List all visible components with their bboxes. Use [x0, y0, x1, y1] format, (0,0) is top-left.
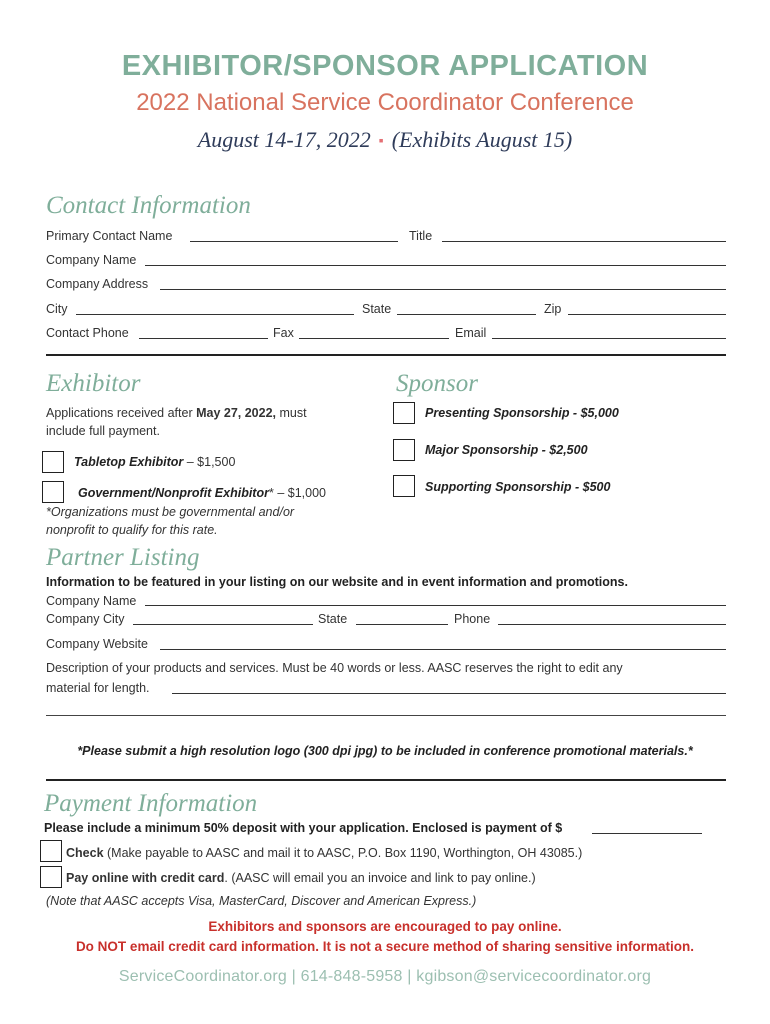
cards-note: (Note that AASC accepts Visa, MasterCard, Discover and American Express.): [46, 894, 477, 908]
deposit-amount-field[interactable]: [592, 822, 702, 834]
company-address-label: Company Address: [46, 277, 149, 291]
partner-company-city-field[interactable]: [133, 613, 313, 625]
tabletop-price: – $1,500: [186, 455, 236, 469]
partner-company-name-field[interactable]: [145, 594, 726, 606]
partner-state-label: State: [318, 612, 348, 626]
bullet-icon: ▪: [378, 133, 384, 149]
partner-intro: Information to be featured in your listing on our website and in event information and promotions.: [46, 575, 628, 589]
partner-heading: Partner Listing: [46, 544, 200, 571]
logo-note: *Please submit a high resolution logo (300 dpi jpg) to be included in conference promotional materials.*: [77, 744, 693, 758]
deposit-label: Please include a minimum 50% deposit with your application. Enclosed is payment of $: [44, 821, 563, 835]
note-line2: include full payment.: [46, 424, 160, 438]
major-sponsorship-label: Major Sponsorship - $2,500: [425, 443, 588, 457]
tabletop-checkbox[interactable]: [42, 451, 64, 473]
exhibit-dates: (Exhibits August 15): [391, 127, 573, 152]
zip-field[interactable]: [568, 303, 726, 315]
check-payment-checkbox[interactable]: [40, 840, 62, 862]
contact-phone-label: Contact Phone: [46, 326, 129, 340]
tabletop-option: [74, 454, 235, 470]
email-label: Email: [455, 326, 487, 340]
sponsor-heading: Sponsor: [396, 370, 478, 397]
city-field[interactable]: [76, 303, 354, 315]
form-title: EXHIBITOR/SPONSOR APPLICATION: [121, 50, 649, 82]
online-detail: . (AASC will email you an invoice and link to pay online.): [224, 871, 536, 885]
fax-field[interactable]: [299, 327, 449, 339]
online-payment-checkbox[interactable]: [40, 866, 62, 888]
supporting-sponsorship-checkbox[interactable]: [393, 475, 415, 497]
state-label: State: [362, 302, 392, 316]
check-label: Check: [66, 846, 104, 860]
contact-heading: Contact Information: [46, 192, 251, 219]
company-name-label: Company Name: [46, 253, 137, 267]
exhibitor-deadline-note: [46, 404, 376, 440]
primary-contact-label: Primary Contact Name: [46, 229, 173, 243]
title-label: Title: [409, 229, 433, 243]
divider: [46, 354, 726, 356]
exhibitor-heading: Exhibitor: [46, 370, 141, 397]
online-label: Pay online with credit card: [66, 871, 225, 885]
title-field[interactable]: [442, 230, 726, 242]
partner-phone-field[interactable]: [498, 613, 726, 625]
security-notice: Do NOT email credit card information. It is not a secure method of sharing sensitive information.: [75, 939, 695, 954]
government-note-1: *Organizations must be governmental and/or: [46, 505, 295, 519]
note-prefix: Applications received after: [46, 406, 193, 420]
note-suffix: must: [279, 406, 307, 420]
government-note-2: nonprofit to qualify for this rate.: [46, 523, 218, 537]
footer-contact: ServiceCoordinator.org | 614-848-5958 | kgibson@servicecoordinator.org: [118, 968, 652, 985]
government-label: Government/Nonprofit Exhibitor: [78, 486, 269, 500]
note-date: May 27, 2022,: [196, 406, 277, 420]
presenting-sponsorship-checkbox[interactable]: [393, 402, 415, 424]
supporting-sponsorship-label: Supporting Sponsorship - $500: [425, 480, 611, 494]
check-detail: (Make payable to AASC and mail it to AASC, P.O. Box 1190, Worthington, OH 43085.): [107, 846, 583, 860]
government-note: [46, 503, 376, 539]
contact-phone-field[interactable]: [139, 327, 268, 339]
partner-description-field[interactable]: [172, 682, 726, 694]
tabletop-label: Tabletop Exhibitor: [74, 455, 184, 469]
partner-website-label: Company Website: [46, 637, 148, 651]
government-price: * – $1,000: [268, 486, 326, 500]
partner-phone-label: Phone: [454, 612, 491, 626]
conference-dates: [0, 127, 770, 153]
online-notice: Exhibitors and sponsors are encouraged to pay online.: [208, 919, 562, 934]
company-address-field[interactable]: [160, 278, 726, 290]
divider: [46, 779, 726, 781]
partner-website-field[interactable]: [160, 638, 726, 650]
email-field[interactable]: [492, 327, 726, 339]
dates: August 14-17, 2022: [197, 127, 371, 152]
online-payment-option: [66, 870, 536, 886]
government-checkbox[interactable]: [42, 481, 64, 503]
partner-company-name-label: Company Name: [46, 594, 137, 608]
partner-company-city-label: Company City: [46, 612, 125, 626]
conference-name: 2022 National Service Coordinator Conference: [136, 89, 634, 116]
zip-label: Zip: [544, 302, 562, 316]
partner-description-label: Description of your products and services. Must be 40 words or less. AASC reserves the right to edit any: [46, 661, 623, 675]
fax-label: Fax: [273, 326, 294, 340]
major-sponsorship-checkbox[interactable]: [393, 439, 415, 461]
presenting-sponsorship-label: Presenting Sponsorship - $5,000: [425, 406, 619, 420]
partner-description-field-line-2[interactable]: [46, 715, 726, 716]
city-label: City: [46, 302, 68, 316]
primary-contact-field[interactable]: [190, 230, 398, 242]
state-field[interactable]: [397, 303, 536, 315]
company-name-field[interactable]: [145, 254, 726, 266]
check-payment-option: [66, 845, 582, 861]
partner-description-label-2: material for length.: [46, 681, 150, 695]
government-option: [78, 485, 326, 501]
partner-state-field[interactable]: [356, 613, 448, 625]
payment-heading: Payment Information: [44, 790, 258, 817]
